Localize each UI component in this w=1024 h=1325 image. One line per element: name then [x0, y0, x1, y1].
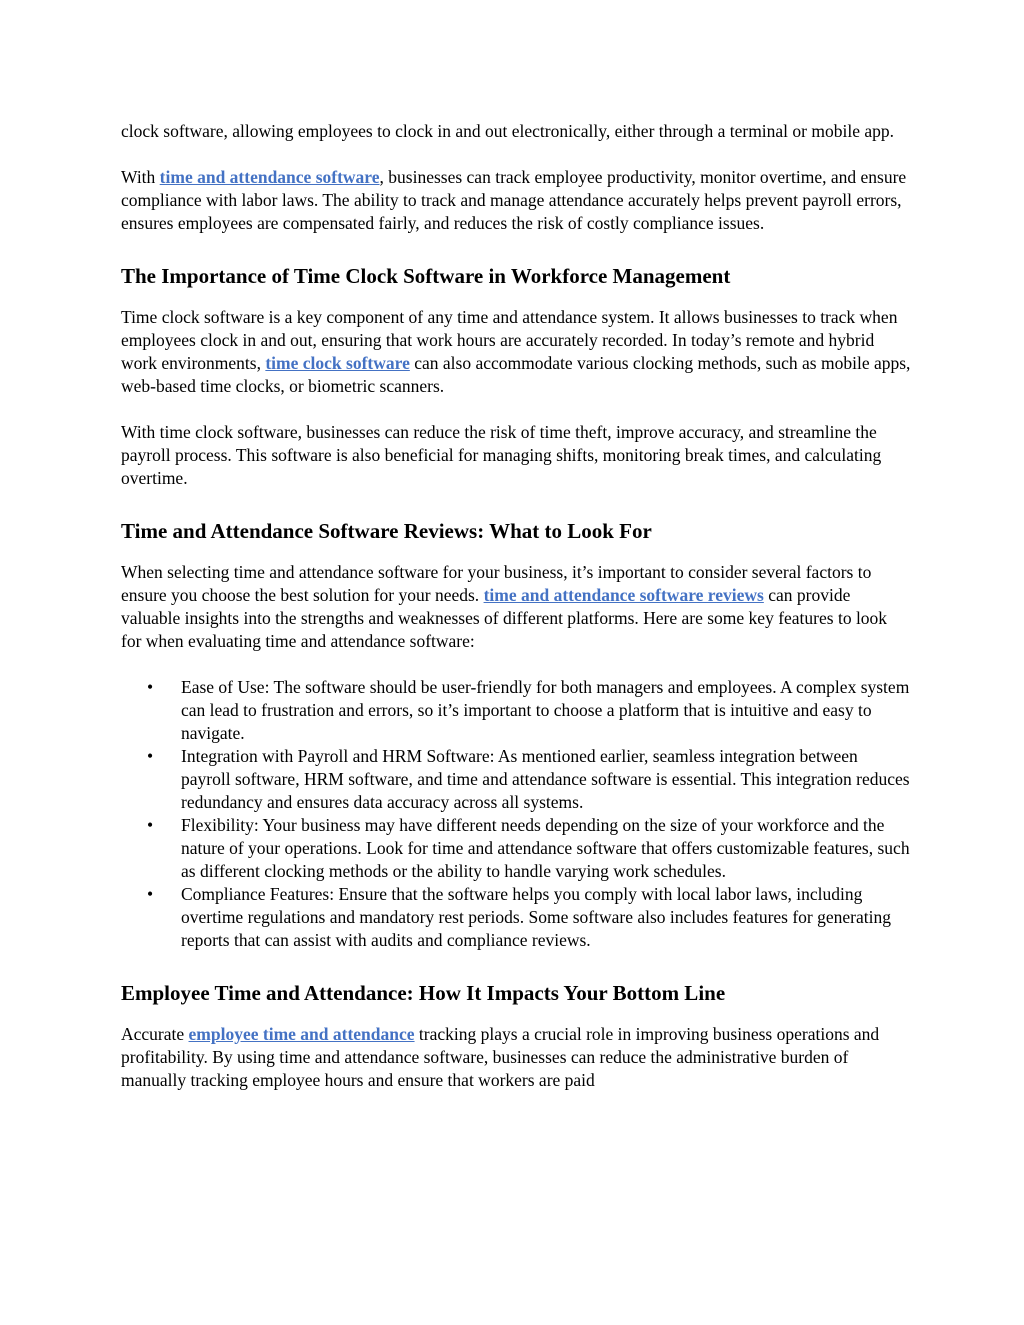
- list-item: [147, 676, 911, 745]
- list-item-text: Flexibility: Your business may have different needs depending on the size of your workforce and the nature of your operations. Look for time and attendance software that offers customizable features, such as different clocking methods or the ability to handle varying work schedules.: [181, 815, 910, 881]
- list-item-text: Integration with Payroll and HRM Software: As mentioned earlier, seamless integration between payroll software, HRM software, and time and attendance software is essential. This integration reduces redundancy and ensures data accuracy across all systems.: [181, 746, 910, 812]
- intro-text: clock software, allowing employees to clock in and out electronically, either through a terminal or mobile app.: [121, 121, 894, 141]
- intro-text-pre: With: [121, 167, 160, 187]
- section3-paragraph-1: [121, 1023, 911, 1092]
- section1-text-pre: Time clock software is a key component of any time and attendance system. It allows businesses to track when employees clock in and out, ensuring that work hours are accurately recorded. In today’s remote and hybrid work environments,: [121, 307, 898, 373]
- bullet-icon: •: [147, 884, 154, 904]
- section-heading-time-clock: The Importance of Time Clock Software in Workforce Management: [121, 264, 731, 288]
- list-item: [147, 814, 911, 883]
- bullet-icon: •: [147, 677, 154, 697]
- list-item-text: Ease of Use: The software should be user-friendly for both managers and employees. A complex system can lead to frustration and errors, so it’s important to choose a platform that is intuitive and easy to navigate.: [181, 677, 910, 743]
- section1-paragraph-1: [121, 306, 911, 398]
- bullet-icon: •: [147, 746, 154, 766]
- employee-time-and-attendance-link[interactable]: employee time and attendance: [188, 1024, 415, 1044]
- intro-paragraph-1: [121, 120, 911, 143]
- bullet-icon: •: [147, 815, 154, 835]
- section3-text-post: tracking plays a crucial role in improving business operations and profitability. By using time and attendance software, businesses can reduce the administrative burden of manually tracking employee hours and ensure that workers are paid: [121, 1024, 880, 1090]
- document-page: [121, 120, 911, 1115]
- time-clock-software-link[interactable]: time clock software: [265, 353, 410, 373]
- section-heading-reviews: Time and Attendance Software Reviews: What to Look For: [121, 519, 652, 543]
- section2-text-pre: When selecting time and attendance software for your business, it’s important to consider several factors to ensure you choose the best solution for your needs.: [121, 562, 872, 605]
- section-heading-bottom-line: Employee Time and Attendance: How It Impacts Your Bottom Line: [121, 981, 726, 1005]
- section2-paragraph-1: [121, 561, 911, 653]
- list-item: [147, 883, 911, 952]
- intro-paragraph-2: [121, 166, 911, 235]
- feature-list: [121, 676, 911, 952]
- section3-text-pre: Accurate: [121, 1024, 189, 1044]
- list-item: [147, 745, 911, 814]
- intro-text-post: , businesses can track employee productivity, monitor overtime, and ensure compliance with labor laws. The ability to track and manage attendance accurately helps prevent payroll errors, ensures employees are compensated fairly, and reduces the risk of costly compliance issues.: [121, 167, 907, 233]
- section1-text-post: can also accommodate various clocking methods, such as mobile apps, web-based time clocks, or biometric scanners.: [121, 353, 911, 396]
- list-item-text: Compliance Features: Ensure that the software helps you comply with local labor laws, including overtime regulations and mandatory rest periods. Some software also includes features for generating reports that can assist with audits and compliance reviews.: [181, 884, 891, 950]
- time-and-attendance-software-link[interactable]: time and attendance software: [159, 167, 380, 187]
- time-and-attendance-software-reviews-link[interactable]: time and attendance software reviews: [483, 585, 764, 605]
- section2-text-post: can provide valuable insights into the strengths and weaknesses of different platforms. Here are some key features to look for when evaluating time and attendance software:: [121, 585, 888, 651]
- section1-text-2: With time clock software, businesses can reduce the risk of time theft, improve accuracy, and streamline the payroll process. This software is also beneficial for managing shifts, monitoring break times, and calculating overtime.: [121, 422, 882, 488]
- section1-paragraph-2: [121, 421, 911, 490]
